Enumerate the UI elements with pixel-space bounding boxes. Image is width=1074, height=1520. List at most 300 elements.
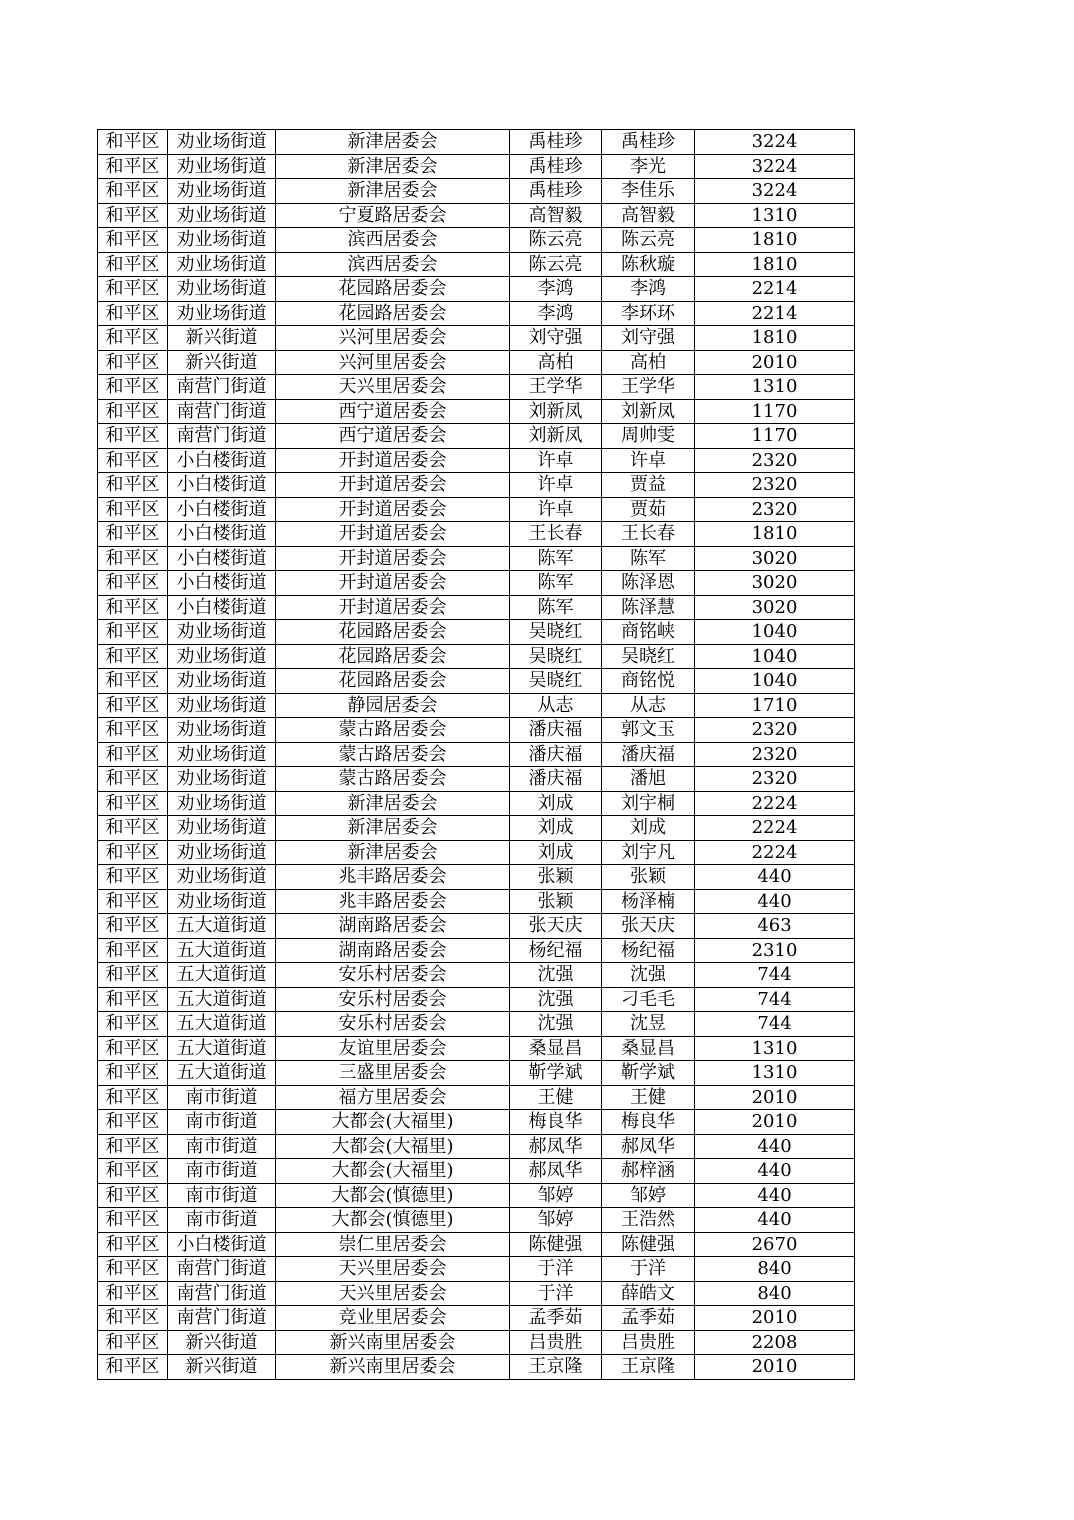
amount-cell: 2670: [695, 1232, 855, 1257]
applicant-cell: 张天庆: [510, 914, 602, 939]
table-row: [98, 203, 855, 228]
district-cell: 和平区: [98, 277, 168, 302]
applicant-cell: 王京隆: [510, 1355, 602, 1380]
committee-cell: 大都会(大福里): [276, 1110, 510, 1135]
table-row: [98, 1036, 855, 1061]
street-cell: 劝业场街道: [168, 301, 276, 326]
table-row: [98, 1208, 855, 1233]
amount-cell: 2010: [695, 1085, 855, 1110]
table-row: [98, 889, 855, 914]
applicant-cell: 张颖: [510, 865, 602, 890]
amount-cell: 2224: [695, 840, 855, 865]
table-row: [98, 963, 855, 988]
district-cell: 和平区: [98, 1134, 168, 1159]
committee-cell: 滨西居委会: [276, 228, 510, 253]
table-row: [98, 252, 855, 277]
committee-cell: 大都会(大福里): [276, 1134, 510, 1159]
applicant-cell: 陈云亮: [510, 228, 602, 253]
street-cell: 新兴街道: [168, 326, 276, 351]
district-cell: 和平区: [98, 1257, 168, 1282]
applicant-cell: 潘庆福: [510, 742, 602, 767]
street-cell: 小白楼街道: [168, 546, 276, 571]
member-cell: 郝梓涵: [602, 1159, 695, 1184]
amount-cell: 440: [695, 865, 855, 890]
applicant-cell: 许卓: [510, 448, 602, 473]
table-body: [98, 130, 855, 1380]
member-cell: 沈昱: [602, 1012, 695, 1037]
committee-cell: 新津居委会: [276, 154, 510, 179]
district-cell: 和平区: [98, 399, 168, 424]
street-cell: 五大道街道: [168, 987, 276, 1012]
applicant-cell: 李鸿: [510, 277, 602, 302]
district-cell: 和平区: [98, 1330, 168, 1355]
table-row: [98, 1012, 855, 1037]
table-row: [98, 1183, 855, 1208]
table-row: [98, 130, 855, 155]
amount-cell: 2224: [695, 791, 855, 816]
committee-cell: 兆丰路居委会: [276, 889, 510, 914]
member-cell: 李鸿: [602, 277, 695, 302]
committee-cell: 开封道居委会: [276, 448, 510, 473]
street-cell: 南营门街道: [168, 375, 276, 400]
applicant-cell: 邹婷: [510, 1208, 602, 1233]
committee-cell: 西宁道居委会: [276, 399, 510, 424]
amount-cell: 2214: [695, 301, 855, 326]
street-cell: 五大道街道: [168, 1012, 276, 1037]
applicant-cell: 张颖: [510, 889, 602, 914]
amount-cell: 2320: [695, 718, 855, 743]
amount-cell: 440: [695, 1134, 855, 1159]
member-cell: 刘成: [602, 816, 695, 841]
committee-cell: 开封道居委会: [276, 571, 510, 596]
table-row: [98, 424, 855, 449]
member-cell: 王健: [602, 1085, 695, 1110]
applicant-cell: 潘庆福: [510, 718, 602, 743]
amount-cell: 2310: [695, 938, 855, 963]
member-cell: 王学华: [602, 375, 695, 400]
table-row: [98, 350, 855, 375]
district-cell: 和平区: [98, 987, 168, 1012]
district-cell: 和平区: [98, 963, 168, 988]
applicant-cell: 吴晓红: [510, 644, 602, 669]
district-cell: 和平区: [98, 228, 168, 253]
district-cell: 和平区: [98, 252, 168, 277]
street-cell: 新兴街道: [168, 1330, 276, 1355]
applicant-cell: 吴晓红: [510, 669, 602, 694]
member-cell: 王京隆: [602, 1355, 695, 1380]
committee-cell: 开封道居委会: [276, 473, 510, 498]
amount-cell: 2010: [695, 1355, 855, 1380]
committee-cell: 兴河里居委会: [276, 350, 510, 375]
amount-cell: 440: [695, 1183, 855, 1208]
district-cell: 和平区: [98, 301, 168, 326]
applicant-cell: 李鸿: [510, 301, 602, 326]
member-cell: 吕贵胜: [602, 1330, 695, 1355]
amount-cell: 3224: [695, 179, 855, 204]
street-cell: 劝业场街道: [168, 791, 276, 816]
applicant-cell: 禹桂珍: [510, 154, 602, 179]
table-row: [98, 1355, 855, 1380]
street-cell: 五大道街道: [168, 938, 276, 963]
committee-cell: 蒙古路居委会: [276, 718, 510, 743]
district-cell: 和平区: [98, 742, 168, 767]
district-cell: 和平区: [98, 497, 168, 522]
member-cell: 商铭悦: [602, 669, 695, 694]
amount-cell: 1810: [695, 326, 855, 351]
amount-cell: 1810: [695, 522, 855, 547]
committee-cell: 花园路居委会: [276, 277, 510, 302]
table-row: [98, 669, 855, 694]
table-row: [98, 767, 855, 792]
amount-cell: 2320: [695, 448, 855, 473]
street-cell: 新兴街道: [168, 350, 276, 375]
district-cell: 和平区: [98, 767, 168, 792]
table-row: [98, 620, 855, 645]
amount-cell: 2224: [695, 816, 855, 841]
committee-cell: 兴河里居委会: [276, 326, 510, 351]
street-cell: 小白楼街道: [168, 595, 276, 620]
member-cell: 贾茹: [602, 497, 695, 522]
member-cell: 杨纪福: [602, 938, 695, 963]
applicant-cell: 陈军: [510, 571, 602, 596]
table-row: [98, 693, 855, 718]
applicant-cell: 禹桂珍: [510, 130, 602, 155]
applicant-cell: 郝凤华: [510, 1159, 602, 1184]
table-row: [98, 1159, 855, 1184]
street-cell: 五大道街道: [168, 914, 276, 939]
street-cell: 南营门街道: [168, 1281, 276, 1306]
committee-cell: 天兴里居委会: [276, 1281, 510, 1306]
street-cell: 小白楼街道: [168, 1232, 276, 1257]
street-cell: 劝业场街道: [168, 228, 276, 253]
committee-cell: 友谊里居委会: [276, 1036, 510, 1061]
amount-cell: 1810: [695, 228, 855, 253]
amount-cell: 1040: [695, 620, 855, 645]
table-row: [98, 1134, 855, 1159]
amount-cell: 1710: [695, 693, 855, 718]
district-cell: 和平区: [98, 571, 168, 596]
committee-cell: 蒙古路居委会: [276, 742, 510, 767]
street-cell: 劝业场街道: [168, 718, 276, 743]
member-cell: 李佳乐: [602, 179, 695, 204]
street-cell: 新兴街道: [168, 1355, 276, 1380]
street-cell: 劝业场街道: [168, 179, 276, 204]
applicant-cell: 杨纪福: [510, 938, 602, 963]
street-cell: 劝业场街道: [168, 840, 276, 865]
district-cell: 和平区: [98, 1012, 168, 1037]
member-cell: 陈泽恩: [602, 571, 695, 596]
district-cell: 和平区: [98, 130, 168, 155]
amount-cell: 2214: [695, 277, 855, 302]
table-row: [98, 840, 855, 865]
table-row: [98, 914, 855, 939]
street-cell: 劝业场街道: [168, 130, 276, 155]
committee-cell: 静园居委会: [276, 693, 510, 718]
applicant-cell: 高柏: [510, 350, 602, 375]
member-cell: 李光: [602, 154, 695, 179]
street-cell: 劝业场街道: [168, 767, 276, 792]
committee-cell: 西宁道居委会: [276, 424, 510, 449]
table-row: [98, 448, 855, 473]
district-cell: 和平区: [98, 644, 168, 669]
amount-cell: 2320: [695, 767, 855, 792]
table-row: [98, 228, 855, 253]
committee-cell: 三盛里居委会: [276, 1061, 510, 1086]
member-cell: 靳学斌: [602, 1061, 695, 1086]
table-row: [98, 816, 855, 841]
member-cell: 刘宇桐: [602, 791, 695, 816]
district-cell: 和平区: [98, 1183, 168, 1208]
committee-cell: 兆丰路居委会: [276, 865, 510, 890]
member-cell: 郭文玉: [602, 718, 695, 743]
applicant-cell: 沈强: [510, 963, 602, 988]
street-cell: 劝业场街道: [168, 644, 276, 669]
table-row: [98, 1110, 855, 1135]
street-cell: 劝业场街道: [168, 865, 276, 890]
committee-cell: 滨西居委会: [276, 252, 510, 277]
table-row: [98, 473, 855, 498]
committee-cell: 花园路居委会: [276, 620, 510, 645]
district-cell: 和平区: [98, 595, 168, 620]
committee-cell: 安乐村居委会: [276, 987, 510, 1012]
street-cell: 劝业场街道: [168, 816, 276, 841]
table-row: [98, 154, 855, 179]
amount-cell: 2320: [695, 497, 855, 522]
committee-cell: 大都会(慎德里): [276, 1208, 510, 1233]
member-cell: 陈健强: [602, 1232, 695, 1257]
applicant-cell: 王学华: [510, 375, 602, 400]
amount-cell: 3020: [695, 595, 855, 620]
amount-cell: 2208: [695, 1330, 855, 1355]
applicant-cell: 高智毅: [510, 203, 602, 228]
member-cell: 陈秋璇: [602, 252, 695, 277]
street-cell: 五大道街道: [168, 963, 276, 988]
street-cell: 小白楼街道: [168, 497, 276, 522]
district-cell: 和平区: [98, 375, 168, 400]
amount-cell: 1310: [695, 203, 855, 228]
applicant-cell: 陈健强: [510, 1232, 602, 1257]
member-cell: 沈强: [602, 963, 695, 988]
member-cell: 刘宇凡: [602, 840, 695, 865]
committee-cell: 新津居委会: [276, 130, 510, 155]
member-cell: 孟季茹: [602, 1306, 695, 1331]
applicant-cell: 潘庆福: [510, 767, 602, 792]
committee-cell: 福方里居委会: [276, 1085, 510, 1110]
applicant-cell: 沈强: [510, 1012, 602, 1037]
table-row: [98, 326, 855, 351]
street-cell: 南营门街道: [168, 1306, 276, 1331]
applicant-cell: 吕贵胜: [510, 1330, 602, 1355]
member-cell: 贾益: [602, 473, 695, 498]
committee-cell: 天兴里居委会: [276, 1257, 510, 1282]
amount-cell: 840: [695, 1281, 855, 1306]
applicant-cell: 从志: [510, 693, 602, 718]
committee-cell: 新津居委会: [276, 791, 510, 816]
table-row: [98, 791, 855, 816]
committee-cell: 湖南路居委会: [276, 938, 510, 963]
member-cell: 陈云亮: [602, 228, 695, 253]
applicant-cell: 王健: [510, 1085, 602, 1110]
street-cell: 劝业场街道: [168, 669, 276, 694]
district-cell: 和平区: [98, 1232, 168, 1257]
applicant-cell: 邹婷: [510, 1183, 602, 1208]
committee-cell: 花园路居委会: [276, 644, 510, 669]
amount-cell: 1810: [695, 252, 855, 277]
member-cell: 郝凤华: [602, 1134, 695, 1159]
member-cell: 从志: [602, 693, 695, 718]
district-cell: 和平区: [98, 718, 168, 743]
district-cell: 和平区: [98, 522, 168, 547]
amount-cell: 1040: [695, 644, 855, 669]
district-cell: 和平区: [98, 693, 168, 718]
street-cell: 小白楼街道: [168, 571, 276, 596]
member-cell: 陈军: [602, 546, 695, 571]
committee-cell: 开封道居委会: [276, 595, 510, 620]
applicant-cell: 靳学斌: [510, 1061, 602, 1086]
member-cell: 王浩然: [602, 1208, 695, 1233]
amount-cell: 3020: [695, 571, 855, 596]
district-cell: 和平区: [98, 1110, 168, 1135]
amount-cell: 2010: [695, 1110, 855, 1135]
district-cell: 和平区: [98, 473, 168, 498]
table-row: [98, 718, 855, 743]
applicant-cell: 沈强: [510, 987, 602, 1012]
table-row: [98, 987, 855, 1012]
member-cell: 禹桂珍: [602, 130, 695, 155]
table-row: [98, 1061, 855, 1086]
street-cell: 劝业场街道: [168, 277, 276, 302]
street-cell: 劝业场街道: [168, 693, 276, 718]
committee-cell: 新兴南里居委会: [276, 1355, 510, 1380]
table-row: [98, 742, 855, 767]
committee-cell: 崇仁里居委会: [276, 1232, 510, 1257]
member-cell: 张天庆: [602, 914, 695, 939]
committee-cell: 开封道居委会: [276, 522, 510, 547]
applicant-cell: 许卓: [510, 497, 602, 522]
district-cell: 和平区: [98, 889, 168, 914]
applicant-cell: 陈军: [510, 595, 602, 620]
applicant-cell: 许卓: [510, 473, 602, 498]
table-row: [98, 1281, 855, 1306]
member-cell: 刁毛毛: [602, 987, 695, 1012]
street-cell: 南营门街道: [168, 399, 276, 424]
applicant-cell: 刘新凤: [510, 399, 602, 424]
member-cell: 薛皓文: [602, 1281, 695, 1306]
member-cell: 王长春: [602, 522, 695, 547]
table-row: [98, 301, 855, 326]
committee-cell: 新津居委会: [276, 179, 510, 204]
amount-cell: 2320: [695, 742, 855, 767]
street-cell: 南市街道: [168, 1208, 276, 1233]
applicant-cell: 陈军: [510, 546, 602, 571]
district-cell: 和平区: [98, 1208, 168, 1233]
table-row: [98, 522, 855, 547]
applicant-cell: 桑显昌: [510, 1036, 602, 1061]
district-cell: 和平区: [98, 938, 168, 963]
district-cell: 和平区: [98, 1036, 168, 1061]
street-cell: 南市街道: [168, 1183, 276, 1208]
street-cell: 小白楼街道: [168, 448, 276, 473]
street-cell: 南市街道: [168, 1134, 276, 1159]
applicant-cell: 于洋: [510, 1257, 602, 1282]
district-cell: 和平区: [98, 1061, 168, 1086]
table-row: [98, 571, 855, 596]
committee-cell: 大都会(慎德里): [276, 1183, 510, 1208]
street-cell: 南营门街道: [168, 1257, 276, 1282]
committee-cell: 竞业里居委会: [276, 1306, 510, 1331]
applicant-cell: 刘守强: [510, 326, 602, 351]
spreadsheet-table: [97, 129, 855, 1380]
street-cell: 劝业场街道: [168, 154, 276, 179]
district-cell: 和平区: [98, 154, 168, 179]
amount-cell: 744: [695, 987, 855, 1012]
amount-cell: 2010: [695, 350, 855, 375]
district-cell: 和平区: [98, 669, 168, 694]
committee-cell: 湖南路居委会: [276, 914, 510, 939]
table-row: [98, 644, 855, 669]
committee-cell: 天兴里居委会: [276, 375, 510, 400]
committee-cell: 大都会(大福里): [276, 1159, 510, 1184]
applicant-cell: 陈云亮: [510, 252, 602, 277]
street-cell: 南市街道: [168, 1159, 276, 1184]
district-cell: 和平区: [98, 179, 168, 204]
district-cell: 和平区: [98, 791, 168, 816]
applicant-cell: 吴晓红: [510, 620, 602, 645]
amount-cell: 440: [695, 1208, 855, 1233]
district-cell: 和平区: [98, 816, 168, 841]
member-cell: 周帅雯: [602, 424, 695, 449]
amount-cell: 1310: [695, 1036, 855, 1061]
member-cell: 梅良华: [602, 1110, 695, 1135]
street-cell: 劝业场街道: [168, 742, 276, 767]
amount-cell: 840: [695, 1257, 855, 1282]
district-cell: 和平区: [98, 1355, 168, 1380]
table-row: [98, 546, 855, 571]
applicant-cell: 于洋: [510, 1281, 602, 1306]
member-cell: 桑显昌: [602, 1036, 695, 1061]
street-cell: 五大道街道: [168, 1036, 276, 1061]
committee-cell: 开封道居委会: [276, 546, 510, 571]
table-row: [98, 1330, 855, 1355]
table-row: [98, 865, 855, 890]
committee-cell: 宁夏路居委会: [276, 203, 510, 228]
amount-cell: 744: [695, 963, 855, 988]
member-cell: 刘新凤: [602, 399, 695, 424]
street-cell: 南市街道: [168, 1110, 276, 1135]
member-cell: 刘守强: [602, 326, 695, 351]
street-cell: 南市街道: [168, 1085, 276, 1110]
applicant-cell: 王长春: [510, 522, 602, 547]
member-cell: 潘旭: [602, 767, 695, 792]
table-row: [98, 179, 855, 204]
street-cell: 小白楼街道: [168, 522, 276, 547]
committee-cell: 新津居委会: [276, 816, 510, 841]
amount-cell: 1310: [695, 375, 855, 400]
table-row: [98, 1257, 855, 1282]
amount-cell: 744: [695, 1012, 855, 1037]
table-row: [98, 1085, 855, 1110]
district-cell: 和平区: [98, 840, 168, 865]
district-cell: 和平区: [98, 203, 168, 228]
member-cell: 张颖: [602, 865, 695, 890]
amount-cell: 3224: [695, 130, 855, 155]
applicant-cell: 刘新凤: [510, 424, 602, 449]
applicant-cell: 梅良华: [510, 1110, 602, 1135]
street-cell: 南营门街道: [168, 424, 276, 449]
amount-cell: 3020: [695, 546, 855, 571]
applicant-cell: 禹桂珍: [510, 179, 602, 204]
district-cell: 和平区: [98, 350, 168, 375]
